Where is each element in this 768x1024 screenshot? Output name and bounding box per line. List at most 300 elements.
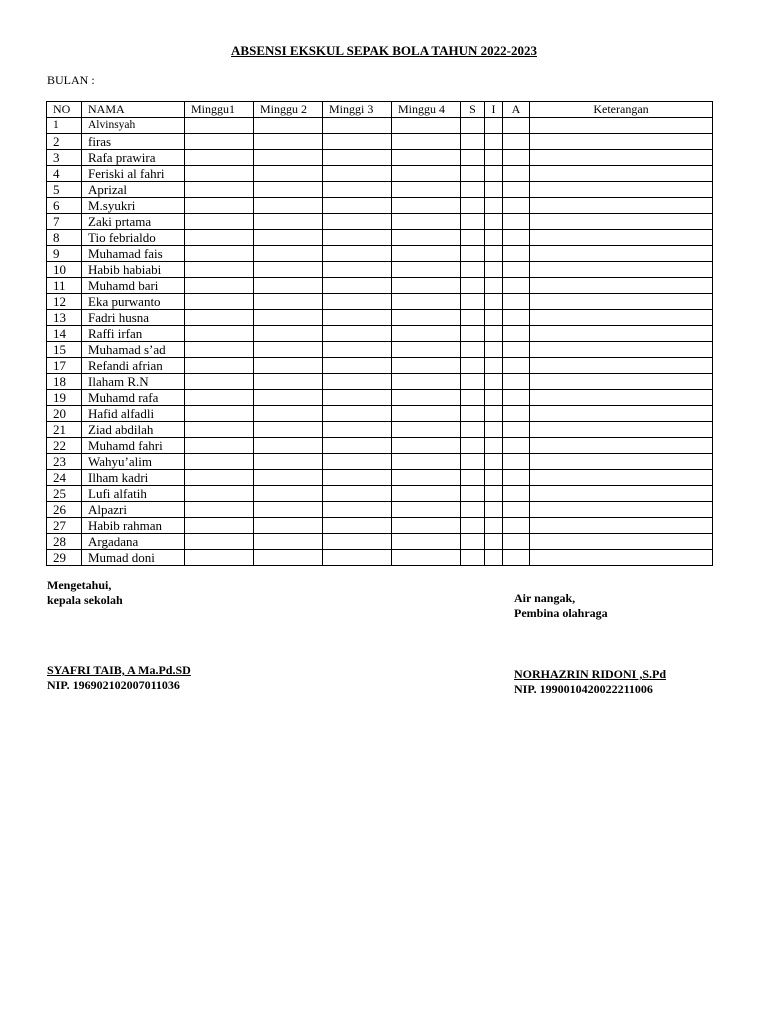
cell-minggu-3 [323, 230, 392, 246]
cell-minggu-3 [323, 390, 392, 406]
cell-no: 14 [47, 326, 82, 342]
cell-nama: Ilaham R.N [82, 374, 185, 390]
table-row [47, 326, 713, 342]
cell-s [461, 486, 485, 502]
cell-minggu-3 [323, 262, 392, 278]
cell-no: 17 [47, 358, 82, 374]
cell-minggu-4 [392, 470, 461, 486]
cell-s [461, 342, 485, 358]
cell-minggu-4 [392, 230, 461, 246]
cell-keterangan [530, 470, 713, 486]
cell-keterangan [530, 230, 713, 246]
cell-keterangan [530, 198, 713, 214]
cell-minggu-4 [392, 198, 461, 214]
cell-minggu-1 [185, 278, 254, 294]
cell-keterangan [530, 422, 713, 438]
cell-nama: Tio febrialdo [82, 230, 185, 246]
cell-a [503, 262, 530, 278]
cell-a [503, 358, 530, 374]
cell-keterangan [530, 454, 713, 470]
cell-no: 18 [47, 374, 82, 390]
cell-a [503, 118, 530, 134]
cell-minggu-3 [323, 134, 392, 150]
cell-minggu-1 [185, 198, 254, 214]
cell-i [485, 182, 503, 198]
table-row [47, 502, 713, 518]
cell-a [503, 486, 530, 502]
cell-s [461, 406, 485, 422]
cell-s [461, 294, 485, 310]
cell-nama: Muhamad s’ad [82, 342, 185, 358]
cell-minggu-1 [185, 326, 254, 342]
cell-minggu-1 [185, 246, 254, 262]
cell-minggu-3 [323, 550, 392, 566]
cell-minggu-2 [254, 230, 323, 246]
cell-nama: M.syukri [82, 198, 185, 214]
cell-minggu-1 [185, 134, 254, 150]
cell-minggu-4 [392, 374, 461, 390]
cell-nama: Muhamad fais [82, 246, 185, 262]
table-row [47, 278, 713, 294]
cell-minggu-4 [392, 454, 461, 470]
cell-nama: Muhamd fahri [82, 438, 185, 454]
cell-a [503, 502, 530, 518]
table-row [47, 422, 713, 438]
table-row [47, 214, 713, 230]
cell-a [503, 326, 530, 342]
cell-minggu-3 [323, 470, 392, 486]
cell-no: 20 [47, 406, 82, 422]
cell-i [485, 310, 503, 326]
cell-s [461, 310, 485, 326]
cell-minggu-2 [254, 422, 323, 438]
cell-no: 23 [47, 454, 82, 470]
cell-nama: Zaki prtama [82, 214, 185, 230]
cell-nama: Refandi afrian [82, 358, 185, 374]
cell-nama: Muhamd bari [82, 278, 185, 294]
signature-right-name: NORHAZRIN RIDONI ,S.Pd [514, 667, 667, 681]
cell-keterangan [530, 518, 713, 534]
cell-keterangan [530, 534, 713, 550]
cell-minggu-4 [392, 246, 461, 262]
signature-left-line1: Mengetahui, [47, 578, 112, 592]
cell-minggu-1 [185, 534, 254, 550]
cell-no: 29 [47, 550, 82, 566]
cell-minggu-4 [392, 438, 461, 454]
cell-minggu-3 [323, 438, 392, 454]
cell-i [485, 118, 503, 134]
signature-left [47, 578, 123, 608]
header-minggu-2: Minggu 2 [254, 102, 323, 118]
cell-s [461, 550, 485, 566]
cell-minggu-3 [323, 198, 392, 214]
cell-minggu-1 [185, 118, 254, 134]
cell-nama: Muhamd rafa [82, 390, 185, 406]
cell-no: 27 [47, 518, 82, 534]
cell-i [485, 342, 503, 358]
signature-right-nip: NIP. 1990010420022211006 [514, 682, 653, 696]
cell-minggu-1 [185, 470, 254, 486]
cell-i [485, 406, 503, 422]
cell-keterangan [530, 310, 713, 326]
cell-a [503, 390, 530, 406]
cell-s [461, 118, 485, 134]
cell-minggu-2 [254, 118, 323, 134]
cell-no: 4 [47, 166, 82, 182]
cell-i [485, 390, 503, 406]
cell-keterangan [530, 326, 713, 342]
cell-a [503, 246, 530, 262]
cell-minggu-1 [185, 454, 254, 470]
cell-minggu-3 [323, 214, 392, 230]
cell-i [485, 502, 503, 518]
cell-minggu-2 [254, 198, 323, 214]
cell-minggu-2 [254, 518, 323, 534]
cell-s [461, 374, 485, 390]
cell-a [503, 278, 530, 294]
cell-keterangan [530, 182, 713, 198]
cell-minggu-1 [185, 486, 254, 502]
cell-no: 1 [47, 118, 82, 134]
cell-nama: Alpazri [82, 502, 185, 518]
header-minggu-3: Minggi 3 [323, 102, 392, 118]
cell-i [485, 294, 503, 310]
cell-minggu-2 [254, 182, 323, 198]
cell-a [503, 534, 530, 550]
cell-minggu-3 [323, 118, 392, 134]
cell-i [485, 134, 503, 150]
cell-keterangan [530, 486, 713, 502]
cell-keterangan [530, 134, 713, 150]
cell-no: 11 [47, 278, 82, 294]
cell-minggu-3 [323, 422, 392, 438]
cell-minggu-2 [254, 374, 323, 390]
table-row [47, 374, 713, 390]
cell-minggu-3 [323, 326, 392, 342]
cell-no: 22 [47, 438, 82, 454]
cell-no: 2 [47, 134, 82, 150]
cell-minggu-3 [323, 454, 392, 470]
cell-minggu-2 [254, 470, 323, 486]
cell-minggu-2 [254, 502, 323, 518]
table-row [47, 134, 713, 150]
cell-no: 19 [47, 390, 82, 406]
cell-minggu-4 [392, 278, 461, 294]
cell-nama: Habib rahman [82, 518, 185, 534]
cell-minggu-4 [392, 534, 461, 550]
cell-i [485, 278, 503, 294]
cell-s [461, 262, 485, 278]
cell-minggu-2 [254, 550, 323, 566]
cell-minggu-4 [392, 310, 461, 326]
cell-keterangan [530, 550, 713, 566]
cell-i [485, 326, 503, 342]
cell-a [503, 550, 530, 566]
cell-a [503, 470, 530, 486]
cell-a [503, 166, 530, 182]
header-minggu-4: Minggu 4 [392, 102, 461, 118]
table-row [47, 486, 713, 502]
cell-i [485, 150, 503, 166]
table-row [47, 470, 713, 486]
cell-no: 13 [47, 310, 82, 326]
cell-minggu-2 [254, 406, 323, 422]
cell-minggu-4 [392, 262, 461, 278]
cell-minggu-1 [185, 214, 254, 230]
cell-s [461, 182, 485, 198]
cell-minggu-3 [323, 310, 392, 326]
cell-keterangan [530, 374, 713, 390]
cell-minggu-3 [323, 342, 392, 358]
cell-minggu-1 [185, 342, 254, 358]
cell-minggu-4 [392, 326, 461, 342]
cell-minggu-2 [254, 454, 323, 470]
cell-minggu-2 [254, 326, 323, 342]
cell-i [485, 534, 503, 550]
cell-s [461, 502, 485, 518]
cell-nama: Mumad doni [82, 550, 185, 566]
cell-minggu-1 [185, 294, 254, 310]
signature-right [514, 591, 608, 621]
cell-s [461, 326, 485, 342]
cell-s [461, 246, 485, 262]
table-row [47, 166, 713, 182]
header-i: I [485, 102, 503, 118]
cell-no: 21 [47, 422, 82, 438]
cell-minggu-3 [323, 182, 392, 198]
cell-minggu-2 [254, 278, 323, 294]
signature-right-line1: Air nangak, [514, 591, 576, 605]
cell-minggu-3 [323, 246, 392, 262]
cell-minggu-1 [185, 390, 254, 406]
cell-minggu-2 [254, 262, 323, 278]
cell-keterangan [530, 294, 713, 310]
cell-minggu-1 [185, 182, 254, 198]
cell-keterangan [530, 438, 713, 454]
cell-nama: Raffi irfan [82, 326, 185, 342]
cell-keterangan [530, 246, 713, 262]
signature-left-name-block [47, 663, 191, 693]
cell-s [461, 390, 485, 406]
cell-i [485, 214, 503, 230]
attendance-table [46, 101, 713, 566]
cell-nama: Eka purwanto [82, 294, 185, 310]
cell-nama: Lufi alfatih [82, 486, 185, 502]
cell-s [461, 422, 485, 438]
cell-minggu-4 [392, 342, 461, 358]
cell-no: 8 [47, 230, 82, 246]
table-row [47, 246, 713, 262]
cell-minggu-4 [392, 182, 461, 198]
cell-minggu-4 [392, 358, 461, 374]
cell-s [461, 534, 485, 550]
cell-minggu-4 [392, 134, 461, 150]
cell-minggu-2 [254, 294, 323, 310]
cell-a [503, 182, 530, 198]
cell-a [503, 342, 530, 358]
cell-nama: Habib habiabi [82, 262, 185, 278]
cell-a [503, 454, 530, 470]
cell-s [461, 518, 485, 534]
cell-minggu-4 [392, 518, 461, 534]
cell-no: 5 [47, 182, 82, 198]
cell-no: 9 [47, 246, 82, 262]
cell-minggu-2 [254, 150, 323, 166]
cell-s [461, 214, 485, 230]
cell-s [461, 454, 485, 470]
cell-i [485, 550, 503, 566]
cell-minggu-2 [254, 342, 323, 358]
cell-keterangan [530, 390, 713, 406]
cell-minggu-4 [392, 502, 461, 518]
cell-minggu-1 [185, 438, 254, 454]
table-row [47, 406, 713, 422]
cell-s [461, 134, 485, 150]
cell-minggu-2 [254, 390, 323, 406]
cell-i [485, 198, 503, 214]
signature-right-line2: Pembina olahraga [514, 606, 608, 620]
table-row [47, 342, 713, 358]
cell-minggu-3 [323, 166, 392, 182]
cell-minggu-2 [254, 486, 323, 502]
cell-minggu-4 [392, 294, 461, 310]
cell-minggu-2 [254, 310, 323, 326]
cell-minggu-2 [254, 166, 323, 182]
cell-minggu-2 [254, 134, 323, 150]
month-label: BULAN : [47, 73, 95, 87]
cell-minggu-2 [254, 534, 323, 550]
cell-nama: Aprizal [82, 182, 185, 198]
cell-nama: Feriski al fahri [82, 166, 185, 182]
cell-minggu-3 [323, 518, 392, 534]
cell-i [485, 246, 503, 262]
cell-minggu-4 [392, 390, 461, 406]
table-row [47, 118, 713, 134]
cell-minggu-1 [185, 422, 254, 438]
cell-minggu-3 [323, 502, 392, 518]
cell-minggu-1 [185, 310, 254, 326]
cell-minggu-4 [392, 214, 461, 230]
cell-a [503, 438, 530, 454]
cell-a [503, 374, 530, 390]
table-row [47, 262, 713, 278]
cell-keterangan [530, 502, 713, 518]
cell-minggu-4 [392, 486, 461, 502]
table-row [47, 454, 713, 470]
cell-i [485, 422, 503, 438]
cell-a [503, 422, 530, 438]
cell-i [485, 230, 503, 246]
cell-s [461, 358, 485, 374]
table-row [47, 518, 713, 534]
cell-minggu-3 [323, 534, 392, 550]
cell-i [485, 166, 503, 182]
cell-no: 10 [47, 262, 82, 278]
table-row [47, 182, 713, 198]
cell-minggu-4 [392, 406, 461, 422]
cell-minggu-4 [392, 166, 461, 182]
cell-minggu-4 [392, 150, 461, 166]
cell-i [485, 518, 503, 534]
signature-right-name-block [514, 667, 666, 697]
cell-minggu-2 [254, 438, 323, 454]
cell-s [461, 198, 485, 214]
cell-minggu-2 [254, 358, 323, 374]
cell-keterangan [530, 166, 713, 182]
cell-a [503, 150, 530, 166]
cell-s [461, 230, 485, 246]
cell-s [461, 150, 485, 166]
cell-i [485, 358, 503, 374]
cell-nama: firas [82, 134, 185, 150]
cell-no: 6 [47, 198, 82, 214]
cell-keterangan [530, 118, 713, 134]
table-row [47, 310, 713, 326]
cell-minggu-3 [323, 406, 392, 422]
table-row [47, 230, 713, 246]
cell-a [503, 294, 530, 310]
header-s: S [461, 102, 485, 118]
cell-minggu-2 [254, 246, 323, 262]
table-row [47, 438, 713, 454]
cell-keterangan [530, 150, 713, 166]
table-row [47, 358, 713, 374]
cell-minggu-1 [185, 358, 254, 374]
cell-minggu-3 [323, 486, 392, 502]
cell-i [485, 262, 503, 278]
cell-minggu-4 [392, 118, 461, 134]
table-header-row [47, 102, 713, 118]
cell-s [461, 470, 485, 486]
cell-keterangan [530, 342, 713, 358]
cell-i [485, 374, 503, 390]
cell-a [503, 214, 530, 230]
cell-nama: Fadri husna [82, 310, 185, 326]
cell-s [461, 438, 485, 454]
cell-i [485, 470, 503, 486]
cell-i [485, 486, 503, 502]
signature-left-name: SYAFRI TAIB, A Ma.Pd.SD [47, 663, 191, 677]
header-keterangan: Keterangan [530, 102, 713, 118]
signature-left-line2: kepala sekolah [47, 593, 123, 607]
cell-keterangan [530, 406, 713, 422]
cell-a [503, 406, 530, 422]
cell-minggu-1 [185, 150, 254, 166]
cell-nama: Ziad abdilah [82, 422, 185, 438]
cell-a [503, 198, 530, 214]
cell-no: 26 [47, 502, 82, 518]
cell-minggu-1 [185, 502, 254, 518]
cell-s [461, 166, 485, 182]
table-row [47, 550, 713, 566]
cell-i [485, 438, 503, 454]
cell-a [503, 134, 530, 150]
cell-minggu-2 [254, 214, 323, 230]
header-a: A [503, 102, 530, 118]
cell-minggu-1 [185, 374, 254, 390]
signature-left-nip: NIP. 196902102007011036 [47, 678, 180, 692]
cell-no: 3 [47, 150, 82, 166]
cell-minggu-1 [185, 550, 254, 566]
cell-a [503, 518, 530, 534]
cell-keterangan [530, 278, 713, 294]
cell-no: 7 [47, 214, 82, 230]
cell-nama: Rafa prawira [82, 150, 185, 166]
cell-nama: Argadana [82, 534, 185, 550]
cell-no: 28 [47, 534, 82, 550]
cell-minggu-3 [323, 278, 392, 294]
cell-minggu-3 [323, 374, 392, 390]
